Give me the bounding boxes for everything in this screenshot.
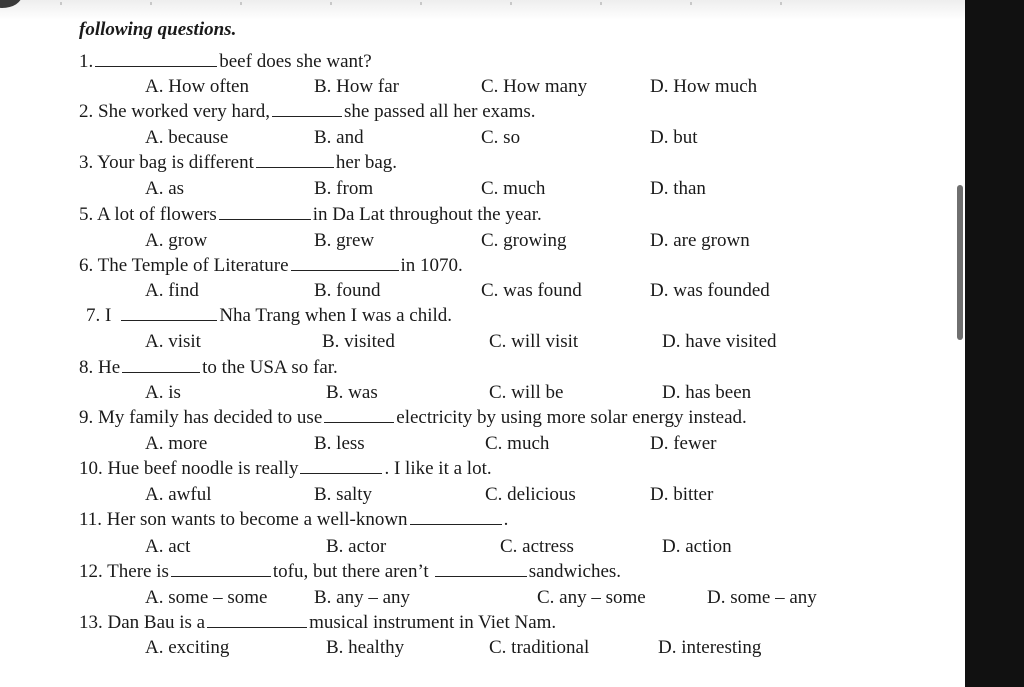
option-b[interactable]: B. How far xyxy=(314,76,399,97)
option-b[interactable]: B. was xyxy=(326,382,378,403)
option-d[interactable]: D. but xyxy=(650,127,698,148)
question-number: 12. There is xyxy=(79,561,169,582)
option-d[interactable]: D. action xyxy=(662,536,732,557)
answer-blank[interactable] xyxy=(122,358,200,373)
option-c[interactable]: C. actress xyxy=(500,536,574,557)
option-d[interactable]: D. was founded xyxy=(650,280,770,301)
answer-blank[interactable] xyxy=(410,510,502,525)
question-text: . I like it a lot. xyxy=(384,458,492,479)
question-3 xyxy=(79,152,397,174)
option-d[interactable]: D. some – any xyxy=(707,587,817,608)
option-d[interactable]: D. than xyxy=(650,178,706,199)
question-number: 1. xyxy=(79,51,94,72)
option-d[interactable]: D. are grown xyxy=(650,230,750,251)
question-8 xyxy=(79,357,338,379)
question-text: she passed all her exams. xyxy=(344,101,536,122)
question-2 xyxy=(79,101,536,123)
option-c[interactable]: C. growing xyxy=(481,230,567,251)
question-text: musical instrument in Viet Nam. xyxy=(309,612,557,633)
question-text: to the USA so far. xyxy=(202,357,338,378)
answer-blank[interactable] xyxy=(207,613,307,628)
answer-blank[interactable] xyxy=(121,306,217,321)
question-10 xyxy=(79,458,492,480)
option-a[interactable]: A. more xyxy=(145,433,208,454)
option-b[interactable]: B. any – any xyxy=(314,587,411,608)
option-b[interactable]: B. and xyxy=(314,127,364,148)
question-12 xyxy=(79,561,621,583)
option-c[interactable]: C. any – some xyxy=(537,587,646,608)
option-b[interactable]: B. visited xyxy=(322,331,395,352)
answer-blank-2[interactable] xyxy=(435,562,527,577)
question-number: 13. Dan Bau is a xyxy=(79,612,206,633)
answer-blank[interactable] xyxy=(95,52,217,67)
question-number: 10. Hue beef noodle is really xyxy=(79,458,299,479)
scrollbar[interactable] xyxy=(957,185,963,340)
option-a[interactable]: A. because xyxy=(145,127,229,148)
question-number: 3. Your bag is different xyxy=(79,152,254,173)
option-a[interactable]: A. act xyxy=(145,536,191,557)
question-number: 8. He xyxy=(79,357,121,378)
option-b[interactable]: B. actor xyxy=(326,536,387,557)
question-text: electricity by using more solar energy instead. xyxy=(396,407,747,428)
answer-blank[interactable] xyxy=(300,459,382,474)
option-b[interactable]: B. salty xyxy=(314,484,373,505)
answer-blank[interactable] xyxy=(219,205,311,220)
option-a[interactable]: A. is xyxy=(145,382,181,403)
question-number: 7. I xyxy=(86,305,112,326)
question-text: in Da Lat throughout the year. xyxy=(312,204,542,225)
option-d[interactable]: D. interesting xyxy=(658,637,762,658)
option-a[interactable]: A. grow xyxy=(145,230,208,251)
option-d[interactable]: D. fewer xyxy=(650,433,717,454)
option-a[interactable]: A. visit xyxy=(145,331,201,352)
option-a[interactable]: A. as xyxy=(145,178,185,199)
option-a[interactable]: A. some – some xyxy=(145,587,268,608)
option-b[interactable]: B. healthy xyxy=(326,637,405,658)
question-number: 5. A lot of flowers xyxy=(79,204,217,225)
question-text: . xyxy=(503,509,509,530)
question-text: in 1070. xyxy=(400,255,463,276)
question-number: 6. The Temple of Literature xyxy=(79,255,289,276)
question-text: Nha Trang when I was a child. xyxy=(219,305,453,326)
question-text: her bag. xyxy=(335,152,398,173)
option-c[interactable]: C. traditional xyxy=(489,637,590,658)
option-c[interactable]: C. will visit xyxy=(489,331,579,352)
answer-blank[interactable] xyxy=(171,562,271,577)
question-11 xyxy=(79,509,508,531)
question-13 xyxy=(79,612,556,634)
option-b[interactable]: B. less xyxy=(314,433,365,454)
option-c[interactable]: C. much xyxy=(485,433,550,454)
question-text: tofu, but there aren’t xyxy=(272,561,429,582)
option-b[interactable]: B. grew xyxy=(314,230,375,251)
answer-blank[interactable] xyxy=(272,102,342,117)
option-c[interactable]: C. much xyxy=(481,178,546,199)
question-5 xyxy=(79,204,542,226)
top-band-ticks xyxy=(60,2,820,5)
answer-blank[interactable] xyxy=(256,153,334,168)
answer-blank[interactable] xyxy=(291,256,399,271)
question-9 xyxy=(79,407,747,429)
option-d[interactable]: D. have visited xyxy=(662,331,777,352)
option-b[interactable]: B. from xyxy=(314,178,374,199)
option-d[interactable]: D. How much xyxy=(650,76,758,97)
option-a[interactable]: A. How often xyxy=(145,76,249,97)
answer-blank[interactable] xyxy=(324,408,394,423)
option-c[interactable]: C. How many xyxy=(481,76,588,97)
question-1 xyxy=(79,51,372,73)
question-text: beef does she want? xyxy=(219,51,372,72)
right-dark-edge xyxy=(965,0,1024,687)
option-a[interactable]: A. awful xyxy=(145,484,212,505)
question-7 xyxy=(86,305,452,327)
option-c[interactable]: C. delicious xyxy=(485,484,576,505)
question-6 xyxy=(79,255,463,277)
instructions-heading: following questions. xyxy=(79,19,237,40)
option-c[interactable]: C. so xyxy=(481,127,521,148)
option-b[interactable]: B. found xyxy=(314,280,381,301)
option-d[interactable]: D. bitter xyxy=(650,484,714,505)
top-band xyxy=(0,0,965,20)
question-number: 9. My family has decided to use xyxy=(79,407,323,428)
option-d[interactable]: D. has been xyxy=(662,382,752,403)
question-number: 11. Her son wants to become a well-known xyxy=(79,509,408,530)
question-text-2: sandwiches. xyxy=(528,561,622,582)
option-a[interactable]: A. find xyxy=(145,280,199,301)
option-a[interactable]: A. exciting xyxy=(145,637,230,658)
question-number: 2. She worked very hard, xyxy=(79,101,271,122)
option-c[interactable]: C. was found xyxy=(481,280,582,301)
option-c[interactable]: C. will be xyxy=(489,382,564,403)
